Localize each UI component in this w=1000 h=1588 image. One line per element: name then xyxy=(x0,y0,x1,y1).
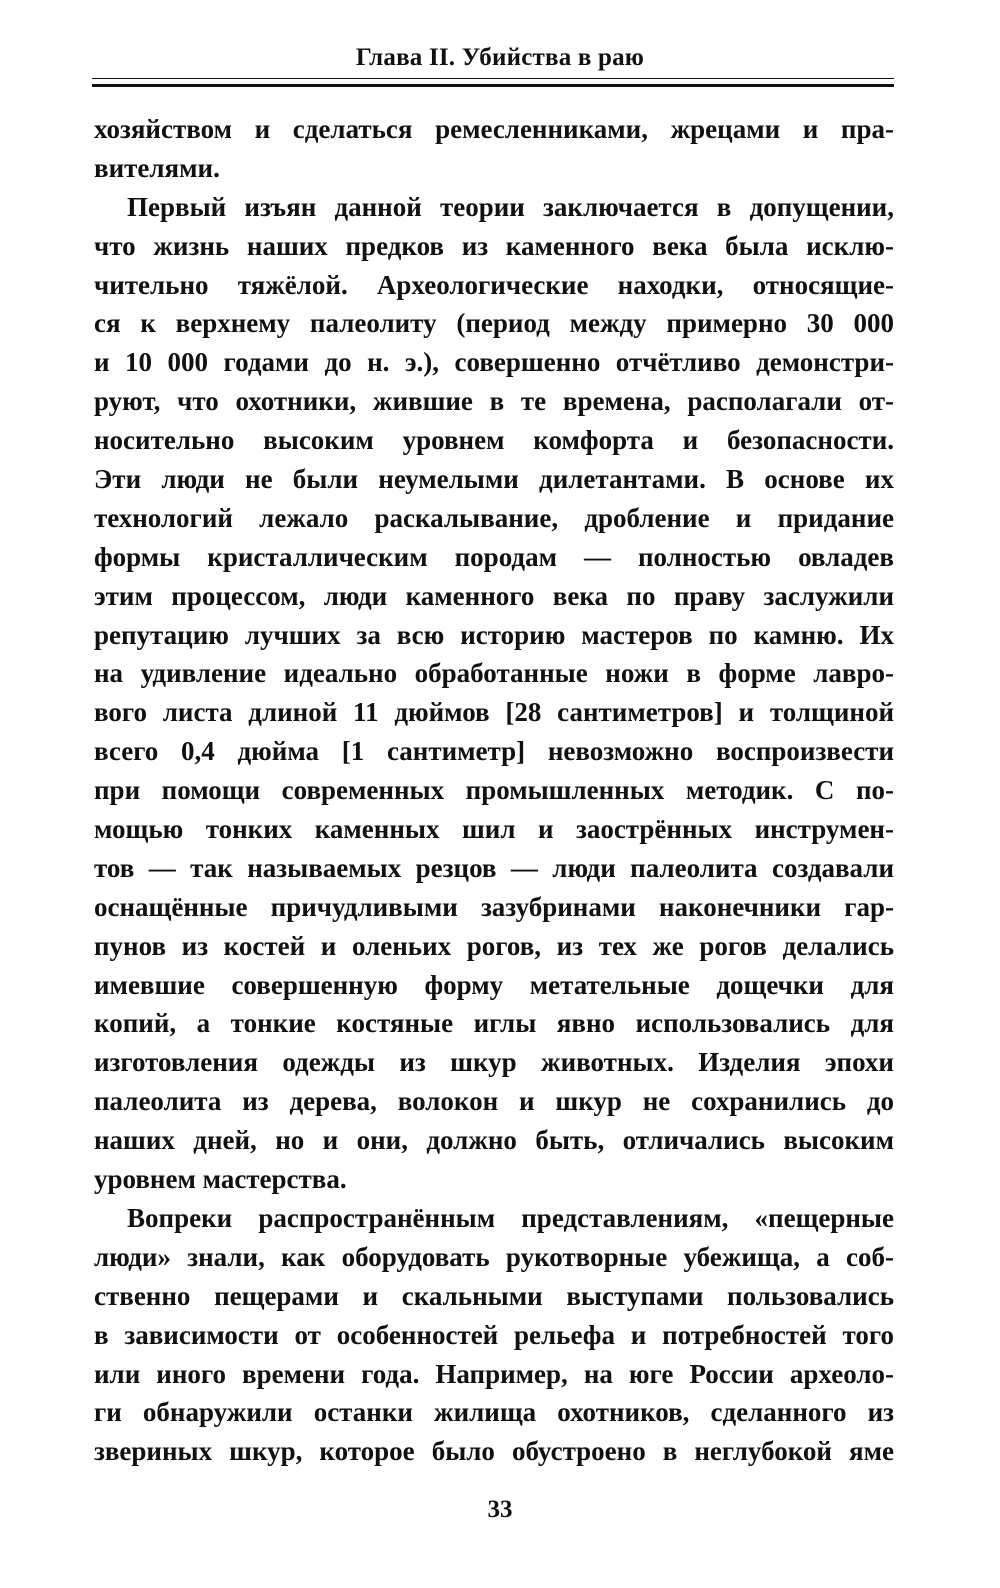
text-line: формы кристаллическим породам — полностью овладев xyxy=(94,541,894,572)
text-line: Вопреки распространённым представлениям, «пещерные xyxy=(127,1202,894,1233)
text-line: и 10 000 годами до н. э.), совершенно отчётливо демонстри- xyxy=(94,347,894,378)
text-line: этим процессом, люди каменного века по праву заслужили xyxy=(94,580,894,611)
text-line: Эти люди не были неумелыми дилетантами. В основе их xyxy=(94,464,894,495)
text-line: наших дней, но и они, должно быть, отличались высоким xyxy=(94,1125,894,1156)
body-text xyxy=(94,110,894,1471)
text-line: всего 0,4 дюйма [1 сантиметр] невозможно воспроизвести xyxy=(94,736,894,767)
text-line: репутацию лучших за всю историю мастеров по камню. Их xyxy=(94,619,894,650)
text-line: тов — так называемых резцов — люди палеолита создавали xyxy=(94,852,894,883)
text-line: чительно тяжёлой. Археологические находки, относящие- xyxy=(94,269,894,300)
text-line: мощью тонких каменных шил и заострённых инструмен- xyxy=(94,814,894,845)
text-line: в зависимости от особенностей рельефа и потребностей того xyxy=(94,1319,894,1350)
text-line: или иного времени года. Например, на юге России археоло- xyxy=(94,1358,894,1389)
text-line: носительно высоким уровнем комфорта и безопасности. xyxy=(94,425,894,456)
running-head: Глава II. Убийства в раю xyxy=(355,44,645,71)
text-line: при помощи современных промышленных методик. С по- xyxy=(94,775,894,806)
text-line: вого листа длиной 11 дюймов [28 сантиметров] и толщиной xyxy=(94,697,894,728)
text-line: ся к верхнему палеолиту (период между примерно 30 000 xyxy=(94,308,894,339)
text-line: Первый изъян данной теории заключается в допущении, xyxy=(127,191,894,222)
header-rule-thin xyxy=(92,78,894,79)
text-line: копий, а тонкие костяные иглы явно использовались для xyxy=(94,1008,894,1039)
text-line: оснащённые причудливыми зазубринами наконечники гар- xyxy=(94,891,894,922)
text-line: технологий лежало раскалывание, дробление и придание xyxy=(94,502,894,533)
text-line: на удивление идеально обработанные ножи в форме лавро- xyxy=(94,658,894,689)
text-line: что жизнь наших предков из каменного века была исклю- xyxy=(94,230,894,261)
text-line: ственно пещерами и скальными выступами пользовались xyxy=(94,1280,894,1311)
text-line: палеолита из дерева, волокон и шкур не сохранились до xyxy=(94,1086,894,1117)
text-line: вителями. xyxy=(94,152,220,183)
text-line: имевшие совершенную форму метательные дощечки для xyxy=(94,969,894,1000)
text-line: звериных шкур, которое было обустроено в неглубокой яме xyxy=(94,1436,894,1467)
text-line: уровнем мастерства. xyxy=(94,1164,347,1195)
text-line: пунов из костей и оленьих рогов, из тех же рогов делались xyxy=(94,930,894,961)
text-line: хозяйством и сделаться ремесленниками, жрецами и пра- xyxy=(94,114,894,144)
header-rule-thick xyxy=(92,84,894,87)
text-line: изготовления одежды из шкур животных. Изделия эпохи xyxy=(94,1047,894,1078)
text-line: ги обнаружили останки жилища охотников, сделанного из xyxy=(94,1397,894,1428)
text-line: руют, что охотники, жившие в те времена, располагали от- xyxy=(94,386,894,417)
text-line: люди» знали, как оборудовать рукотворные убежища, а соб- xyxy=(94,1241,894,1272)
page-number: 33 xyxy=(487,1496,513,1523)
